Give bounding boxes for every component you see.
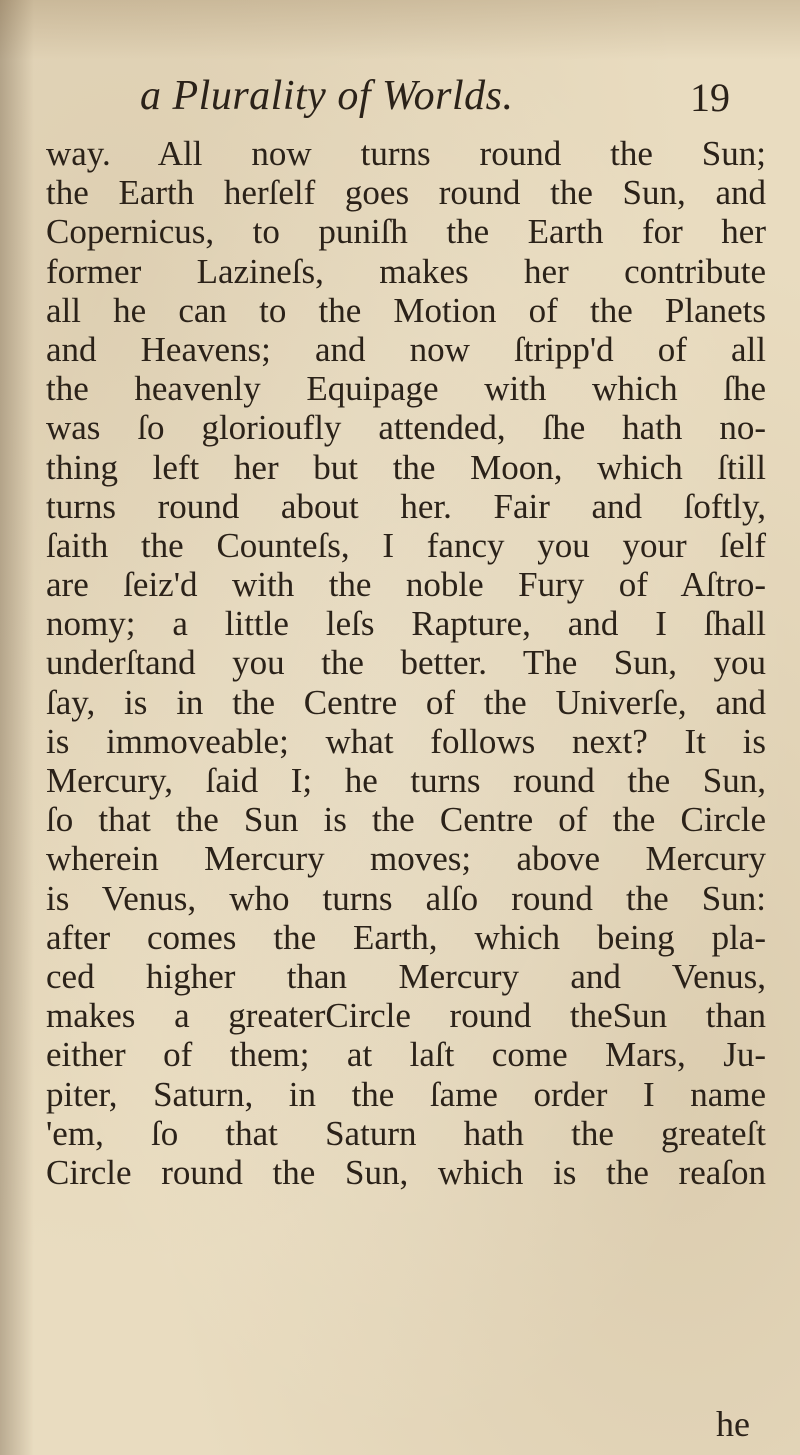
text-line: Circle round the Sun, which is the reaſon xyxy=(46,1152,766,1192)
text-line: way. All now turns round the Sun; xyxy=(46,134,766,173)
text-line: ced higher than Mercury and Venus, xyxy=(46,956,766,996)
text-line: ſo that the Sun is the Centre of the Circle xyxy=(46,800,766,840)
text-line: and Heavens; and now ſtripp'd of all xyxy=(46,329,766,369)
text-line: former Lazineſs, makes her contribute xyxy=(46,251,766,291)
text-line: nomy; a little leſs Rapture, and I ſhall xyxy=(46,604,766,644)
text-line: makes a greaterCircle round theSun than xyxy=(46,996,766,1036)
text-line: the Earth herſelf goes round the Sun, and xyxy=(46,173,766,213)
text-line: was ſo glorioufly attended, ſhe hath no- xyxy=(46,408,766,448)
page-number: 19 xyxy=(690,75,730,120)
text-line: is Venus, who turns alſo round the Sun: xyxy=(46,878,766,918)
text-line: ſaith the Counteſs, I fancy you your ſelf xyxy=(46,525,766,565)
text-line: turns round about her. Fair and ſoftly, xyxy=(46,486,766,526)
text-line: underſtand you the better. The Sun, you xyxy=(46,643,766,683)
text-line: ſay, is in the Centre of the Univerſe, and xyxy=(46,682,766,722)
spine-shadow xyxy=(0,0,34,1455)
page-header xyxy=(140,72,755,122)
text-line: either of them; at laſt come Mars, Ju- xyxy=(46,1035,766,1075)
text-line: all he can to the Motion of the Planets xyxy=(46,290,766,330)
text-line: piter, Saturn, in the ſame order I name xyxy=(46,1074,766,1114)
text-line: the heavenly Equipage with which ſhe xyxy=(46,369,766,409)
page-stain xyxy=(0,0,800,60)
text-line: after comes the Earth, which being pla- xyxy=(46,917,766,957)
body-text xyxy=(46,134,766,1192)
running-head: a Plurality of Worlds. xyxy=(140,73,514,119)
text-line: wherein Mercury moves; above Mercury xyxy=(46,839,766,879)
text-line: thing left her but the Moon, which ſtill xyxy=(46,447,766,487)
catchword: he xyxy=(716,1404,750,1444)
text-line: are ſeiz'd with the noble Fury of Aſtro- xyxy=(46,565,766,605)
text-line: 'em, ſo that Saturn hath the greateſt xyxy=(46,1113,766,1153)
text-line: is immoveable; what follows next? It is xyxy=(46,721,766,761)
text-line: Copernicus, to puniſh the Earth for her xyxy=(46,212,766,252)
text-line: Mercury, ſaid I; he turns round the Sun, xyxy=(46,761,766,800)
